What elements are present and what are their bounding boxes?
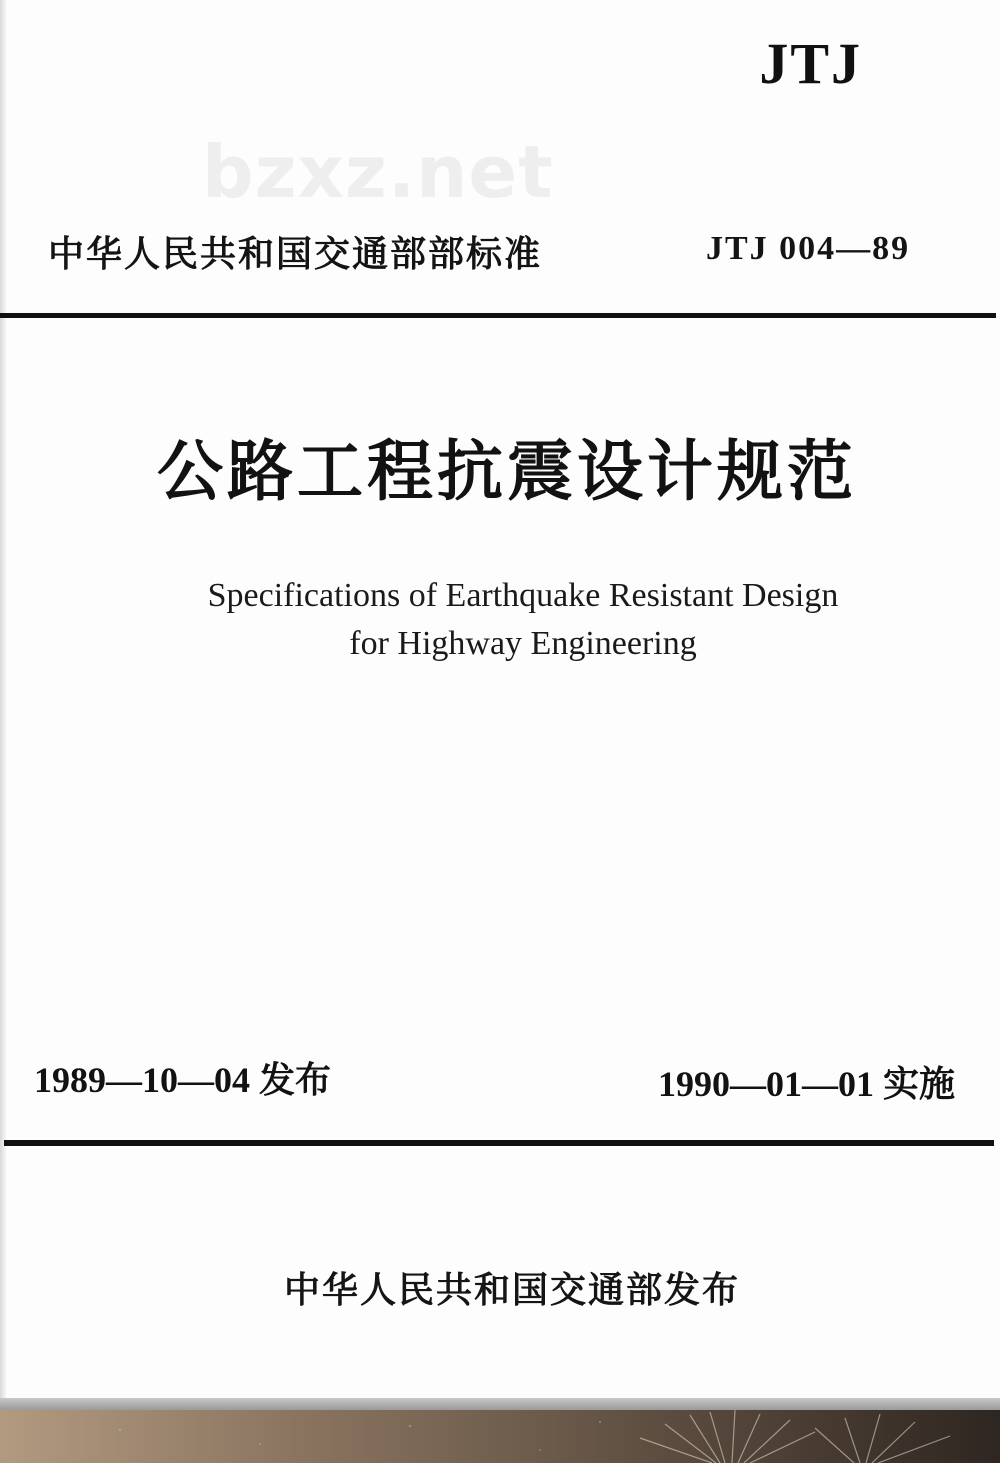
title-english-line2: for Highway Engineering — [349, 625, 697, 662]
background-photo-strip — [0, 1410, 1000, 1463]
bottom-divider — [4, 1140, 994, 1146]
series-code: JTJ — [759, 31, 862, 96]
title-english — [0, 572, 1000, 668]
plant-silhouette-icon — [0, 1410, 1000, 1463]
title-chinese: 公路工程抗震设计规范 — [157, 433, 857, 510]
issuer-standard-label: 中华人民共和国交通部部标准 — [48, 234, 543, 275]
standard-number: JTJ 004—89 — [706, 230, 911, 267]
top-divider — [0, 313, 996, 318]
title-english-line1: Specifications of Earthquake Resistant Design — [207, 577, 839, 614]
page-bottom-edge — [0, 1398, 1000, 1410]
effective-date: 1990—01—01 实施 — [658, 1064, 956, 1104]
watermark: bzxz.net — [202, 130, 554, 214]
publisher: 中华人民共和国交通部发布 — [283, 1270, 740, 1311]
issue-date: 1989—10—04 发布 — [34, 1060, 332, 1100]
page-edge-shadow — [0, 0, 6, 1400]
